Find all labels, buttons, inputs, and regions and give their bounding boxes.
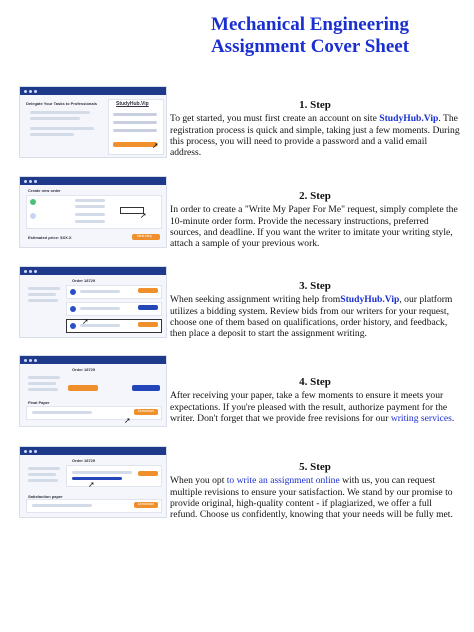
logo-text: StudyHub.Vip	[116, 101, 149, 107]
step-heading: 3. Step	[299, 280, 331, 292]
step-text: When you opt to write an assignment online with us, you can request multiple revisions to ensure your satisfaction. We stand by our promise to provide original, high-quality content - if plagiarized, we offer a full refund. Choose us confidently, knowing that your needs will be fully met.	[170, 475, 453, 521]
cursor-icon: ➚	[124, 416, 131, 425]
step-2	[170, 191, 460, 249]
step-heading: 4. Step	[299, 376, 331, 388]
screen-heading: Delegate Your Tasks to Professionals	[26, 101, 97, 106]
step-5	[170, 462, 460, 520]
screen-heading: Order 18729	[72, 367, 96, 372]
writing-services-link[interactable]: writing services	[390, 412, 452, 424]
step-text: When seeking assignment writing help fromStudyHub.Vip, our platform utilizes a bidding system. Review bids from our writers for your request, choose one of them based on qualifications, order history, and feedback, then place a deposit to start the assignment writing.	[170, 294, 453, 340]
title-line-2: Assignment Cover Sheet	[210, 36, 410, 57]
screen-heading: Order 18729	[72, 278, 96, 283]
cursor-icon: ➚	[140, 211, 147, 220]
step-heading: 5. Step	[299, 461, 331, 473]
step-heading: 2. Step	[299, 190, 331, 202]
cursor-icon: ➚	[82, 317, 89, 326]
screen-heading: Order 18729	[72, 458, 96, 463]
cursor-icon: ➚	[152, 141, 159, 150]
step-3-screenshot	[19, 266, 167, 338]
step-1-screenshot	[19, 86, 167, 158]
page-title	[160, 14, 460, 58]
step-5-screenshot: Order 18729 ➚ Satisfaction paper Download	[19, 446, 167, 518]
step-3	[170, 281, 460, 339]
screen-heading: Create new order	[28, 188, 61, 193]
step-2-screenshot: Create new order ➚ Estimated price: $XX.X Next step	[19, 176, 167, 248]
studyhub-link[interactable]: StudyHub.Vip	[340, 294, 400, 306]
step-4	[170, 377, 460, 424]
window-bar	[20, 87, 166, 95]
step-heading: 1. Step	[299, 99, 331, 111]
final-paper-label: Final Paper	[28, 400, 50, 405]
write-assignment-link[interactable]: to write an assignment online	[226, 475, 340, 487]
estimated-price: Estimated price: $XX.X	[28, 235, 72, 240]
title-line-1: Mechanical Engineering	[211, 14, 409, 35]
step-text: In order to create a "Write My Paper For Me" request, simply complete the 10-minute order form. Provide the necessary instructions, preferred sources, and deadline. If you want the writer to imitate your writing style, attach a sample of your previous work.	[170, 204, 458, 250]
satisfaction-paper-label: Satisfaction paper	[28, 494, 63, 499]
step-text: To get started, you must first create an account on site StudyHub.Vip. The registration process is quick and simple, taking just a few moments. During this process, you will need to provide a password and a valid email address.	[170, 113, 460, 159]
step-text: After receiving your paper, take a few moments to ensure it meets your expectations. If you're pleased with the result, authorize payment for the writer. Don't forget that we provide free revisions for our writing services.	[170, 390, 455, 424]
step-4-screenshot: Order 18729 Final Paper Download ➚	[19, 355, 167, 427]
studyhub-link[interactable]: StudyHub.Vip	[379, 113, 439, 125]
step-1	[170, 100, 460, 158]
cursor-icon: ➚	[88, 480, 95, 489]
